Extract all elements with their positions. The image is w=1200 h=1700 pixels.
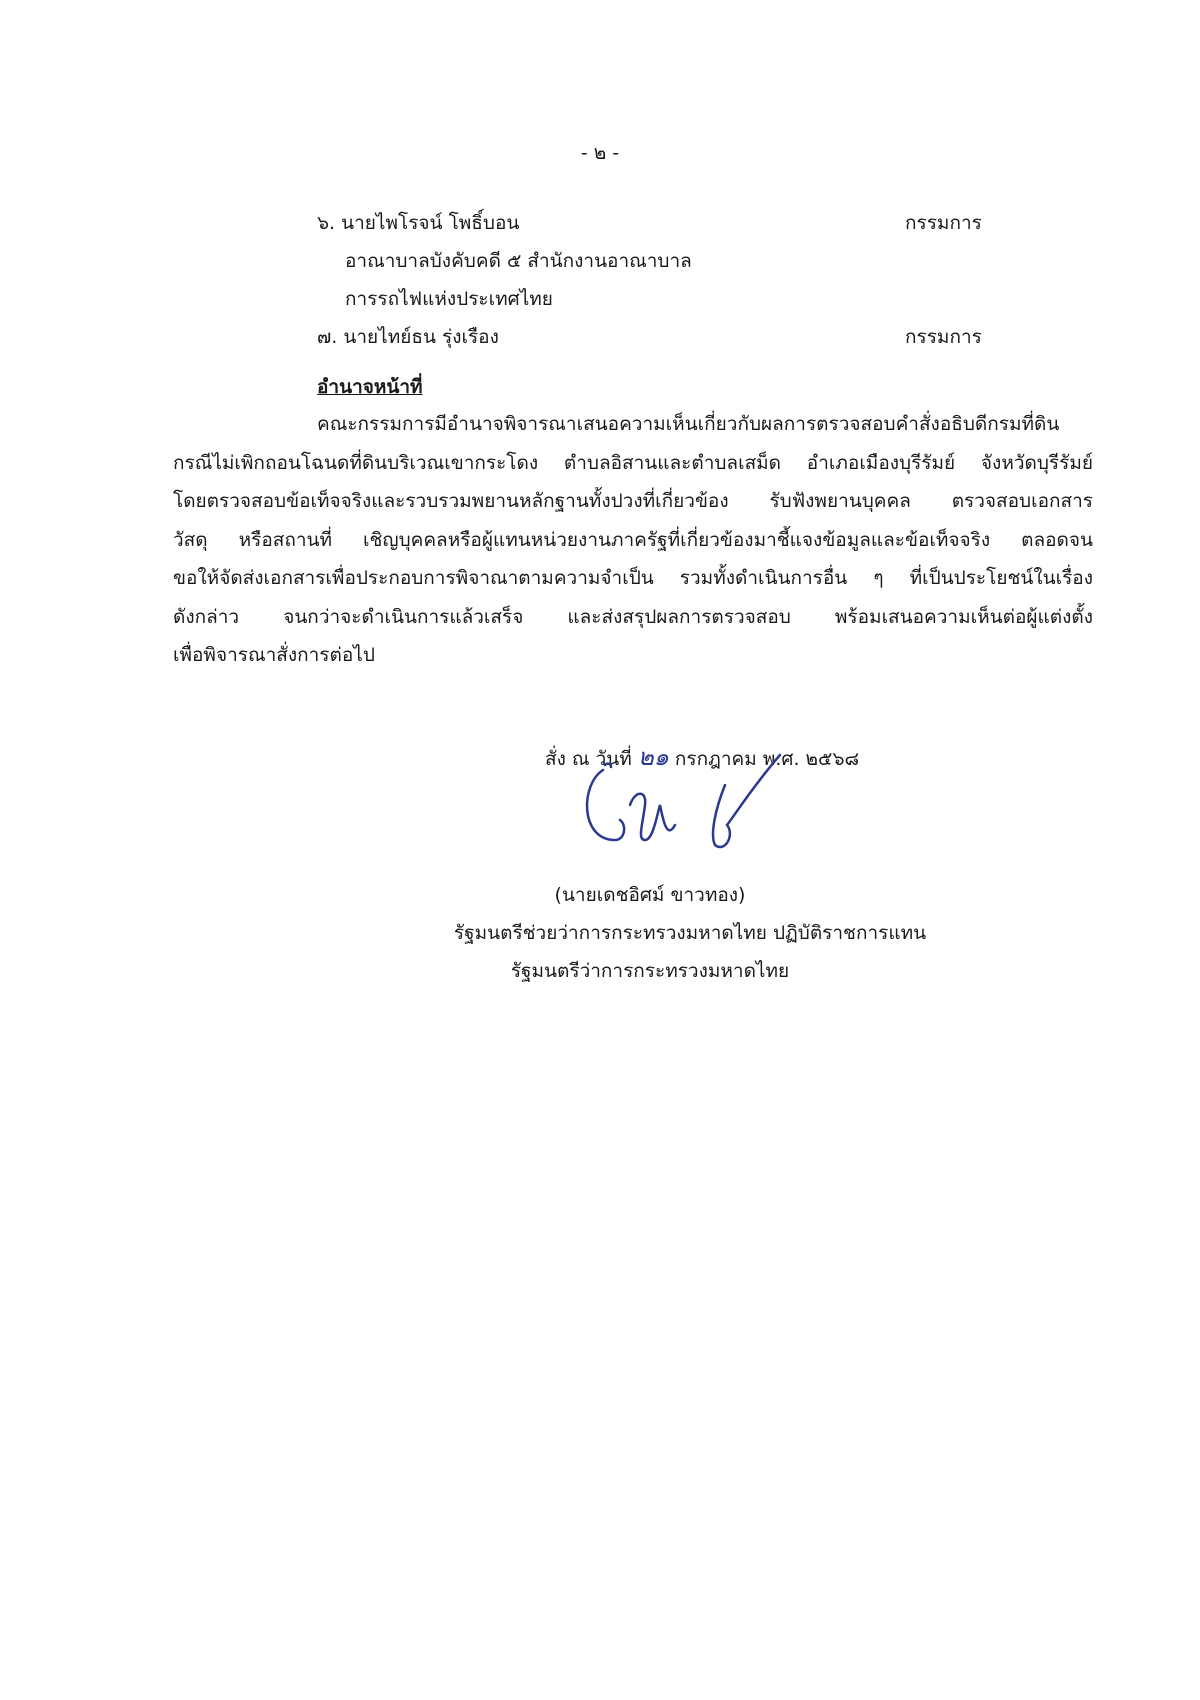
order-date-day: ๒๑: [637, 743, 669, 771]
page-number: - ๒ -: [580, 142, 620, 164]
member-6-role: กรรมการ: [905, 212, 982, 234]
member-7-name: ๗. นายไทย์ธน รุ่งเรือง: [317, 326, 499, 348]
signature-mark: [575, 745, 785, 865]
duties-line: กรณีไม่เพิกถอนโฉนดที่ดินบริเวณเขากระโดง ตำบลอิสานและตำบลเสม็ด อำเภอเมืองบุรีรัมย์ จังหวัดบุรีรัมย์: [173, 451, 1093, 474]
duties-line: ดังกล่าว จนกว่าจะดำเนินการแล้วเสร็จ และส่งสรุปผลการตรวจสอบ พร้อมเสนอความเห็นต่อผู้แต่งตั้ง: [173, 605, 1093, 628]
order-date-prefix: สั่ง ณ วันที่: [545, 748, 632, 770]
member-6-name: ๖. นายไพโรจน์ โพธิ์บอน: [317, 212, 520, 234]
duties-line: ขอให้จัดส่งเอกสารเพื่อประกอบการพิจาณาตามความจำเป็น รวมทั้งดำเนินการอื่น ๆ ที่เป็นประโยชน์ในเรื่อง: [173, 567, 1093, 589]
order-date-month-year: กรกฎาคม พ.ศ. ๒๕๖๘: [674, 748, 860, 770]
member-6-position: อาณาบาลบังคับคดี ๕ สำนักงานอาณาบาล: [345, 250, 692, 272]
duties-heading: อำนาจหน้าที่: [317, 376, 423, 398]
duties-line: เพื่อพิจารณาสั่งการต่อไป: [173, 644, 375, 666]
signer-title-line2: รัฐมนตรีว่าการกระทรวงมหาดไทย: [510, 960, 790, 982]
signer-title-line1: รัฐมนตรีช่วยว่าการกระทรวงมหาดไทย ปฏิบัติราชการแทน: [453, 922, 927, 944]
member-7-role: กรรมการ: [905, 326, 982, 348]
duties-line: คณะกรรมการมีอำนาจพิจารณาเสนอความเห็นเกี่ยวกับผลการตรวจสอบคำสั่งอธิบดีกรมที่ดิน: [317, 413, 1060, 435]
signer-name: (นายเดชอิศม์ ขาวทอง): [554, 884, 746, 906]
member-6-organization: การรถไฟแห่งประเทศไทย: [345, 288, 553, 310]
duties-line: วัสดุ หรือสถานที่ เชิญบุคคลหรือผู้แทนหน่วยงานภาครัฐที่เกี่ยวข้องมาชี้แจงข้อมูลและข้อเท็จจริง ตลอดจน: [173, 528, 1093, 551]
duties-paragraph: [173, 405, 1093, 675]
duties-line: โดยตรวจสอบข้อเท็จจริงและรวบรวมพยานหลักฐานทั้งปวงที่เกี่ยวข้อง รับฟังพยานบุคคล ตรวจสอบเอกสาร: [173, 490, 1093, 512]
